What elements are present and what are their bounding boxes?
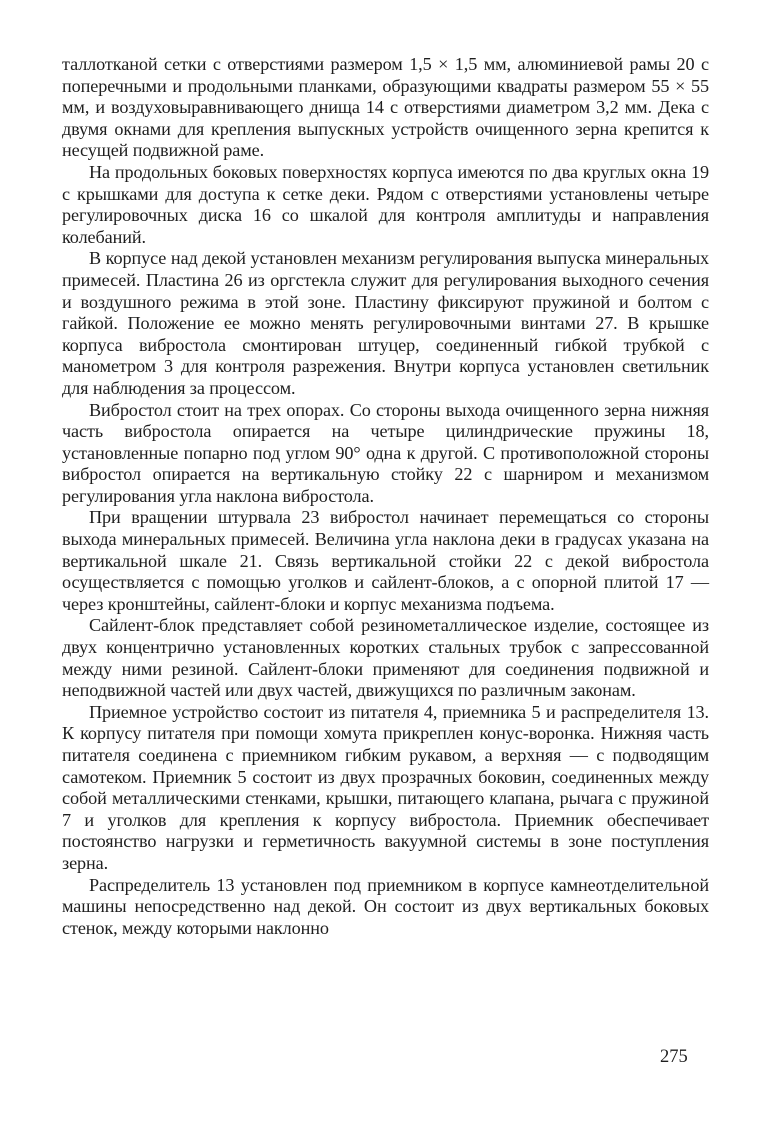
paragraph-3: В корпусе над декой установлен механизм регулирования выпуска минеральных примесей. Пластина 26 из оргстекла служит для регулирования выходного сечения и воздушного режима в этой зоне. Пластину фиксируют пружиной и болтом с гайкой. Положение ее можно менять регулировочными винтами 27. В крышке корпуса вибростола смонтирован штуцер, соединенный гибкой трубкой с манометром 3 для контроля разрежения. Внутри корпуса установлен светильник для наблюдения за процессом. bbox=[62, 248, 709, 398]
paragraph-4: Вибростол стоит на трех опорах. Со стороны выхода очищенного зерна нижняя часть вибростола опирается на четыре цилиндрические пружины 18, установленные попарно под углом 90° одна к другой. С противоположной стороны вибростол опирается на вертикальную стойку 22 с шарниром и механизмом регулирования угла наклона вибростола. bbox=[62, 399, 709, 506]
paragraph-5: При вращении штурвала 23 вибростол начинает перемещаться со стороны выхода минеральных примесей. Величина угла наклона деки в градусах указана на вертикальной шкале 21. Связь вертикальной стойки 22 с декой вибростола осуществляется с помощью уголков и сайлент-блоков, а с опорной плитой 17 — через кронштейны, сайлент-блоки и корпус механизма подъема. bbox=[62, 507, 709, 614]
paragraph-1: таллотканой сетки с отверстиями размером 1,5 × 1,5 мм, алюминиевой рамы 20 с поперечными и продольными планками, образующими квадраты размером 55 × 55 мм, и воздуховыравнивающего днища 14 с отверстиями диаметром 3,2 мм. Дека с двумя окнами для крепления выпускных устройств очищенного зерна крепится к несущей подвижной раме. bbox=[62, 54, 709, 161]
paragraph-8: Распределитель 13 установлен под приемником в корпусе камнеотделительной машины непосредственно над декой. Он состоит из двух вертикальных боковых стенок, между которыми наклонно bbox=[62, 874, 709, 938]
paragraph-2: На продольных боковых поверхностях корпуса имеются по два круглых окна 19 с крышками для доступа к сетке деки. Рядом с отверстиями установлены четыре регулировочных диска 16 со шкалой для контроля амплитуды и направления колебаний. bbox=[62, 161, 709, 247]
page-number: 275 bbox=[660, 1047, 688, 1067]
page-body bbox=[62, 54, 709, 939]
paragraph-7: Приемное устройство состоит из питателя 4, приемника 5 и распределителя 13. К корпусу питателя при помощи хомута прикреплен конус-воронка. Нижняя часть питателя соединена с приемником гибким рукавом, а верхняя — с подводящим самотеком. Приемник 5 состоит из двух прозрачных боковин, соединенных между собой металлическими стенками, крышки, питающего клапана, рычага с пружиной 7 и уголков для крепления к корпусу вибростола. Приемник обеспечивает постоянство нагрузки и герметичность вакуумной системы в зоне поступления зерна. bbox=[62, 701, 709, 873]
paragraph-6: Сайлент-блок представляет собой резинометаллическое изделие, состоящее из двух концентрично установленных коротких стальных трубок с запрессованной между ними резиной. Сайлент-блоки применяют для соединения подвижной и неподвижной частей или двух частей, движущихся по различным законам. bbox=[62, 615, 709, 701]
